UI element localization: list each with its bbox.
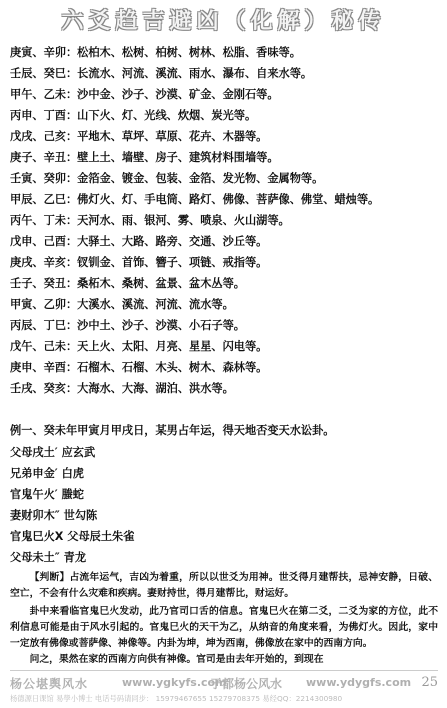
nayin-line: 庚申、辛酉：石榴木、石榴、木头、树木、森林等。 xyxy=(10,361,268,374)
gua-line: 兄弟申金′ 白虎 xyxy=(10,467,84,480)
gua-line: 官鬼午火′ 螣蛇 xyxy=(10,488,84,501)
nayin-line: 壬辰、癸巳：长流水、河流、溪流、雨水、瀑布、自来水等。 xyxy=(10,67,313,80)
nayin-line: 戊戌、己亥：平地木、草坪、草原、花卉、木器等。 xyxy=(10,130,268,143)
nayin-line: 丙申、丁酉：山下火、灯、光线、炊烟、炭光等。 xyxy=(10,109,257,122)
page-number: 25 xyxy=(421,675,438,690)
nayin-line: 庚寅、辛卯：松柏木、松树、柏树、树林、松脂、香味等。 xyxy=(10,46,301,59)
nayin-line: 戊午、己未：天上火、太阳、月亮、星星、闪电等。 xyxy=(10,340,268,353)
nayin-line: 甲午、乙未：沙中金、沙子、沙漠、矿金、金刚石等。 xyxy=(10,88,279,101)
nayin-line: 甲寅、乙卯：大溪水、溪流、河流、流水等。 xyxy=(10,298,234,311)
example-intro: 例一、癸未年甲寅月甲戌日，某男占年运，得天地否变天水讼卦。 xyxy=(10,424,335,437)
footer-website-link-2[interactable]: www.ydygfs.com xyxy=(306,676,412,689)
gua-line: 父母戌土′ 应玄武 xyxy=(10,446,96,459)
nayin-line: 壬子、癸丑：桑柘木、桑树、盆景、盆木丛等。 xyxy=(10,277,245,290)
footer-website-link[interactable]: www.ygkyfs.com xyxy=(122,676,227,689)
page-footer xyxy=(10,670,438,693)
nayin-line: 甲辰、乙巳：佛灯火、灯、手电筒、路灯、佛像、菩萨像、佛堂、蜡烛等。 xyxy=(10,193,380,206)
footer-brand: 杨公堪舆风水 xyxy=(10,677,89,691)
nayin-line: 壬寅、癸卯：金箔金、镀金、包装、金箔、发光物、金属物等。 xyxy=(10,172,324,185)
gua-line: 妻财卯木″ 世勾陈 xyxy=(10,509,98,522)
contact-line: 杨德源日课馆 易學小博士 电话号码请同步： 15979467655 15279708375 易经QQ：2214300980 xyxy=(10,694,343,703)
nayin-line: 庚戌、辛亥：钗钏金、首饰、簪子、项链、戒指等。 xyxy=(10,256,268,269)
nayin-line: 丙辰、丁巳：沙中土、沙子、沙漠、小石子等。 xyxy=(10,319,245,332)
nayin-line: 戊申、己酉：大驿土、大路、路旁、交通、沙丘等。 xyxy=(10,235,268,248)
gua-line: 父母未土″ 青龙 xyxy=(10,551,87,564)
page-title: 六爻趋吉避凶（化解）秘传 xyxy=(61,8,386,34)
judgement-paragraph: 【判断】占流年运气，吉凶为着重，所以以世爻为用神。世爻得月建帮扶，忌神安静，日破、空亡，不会有什么灾难和疾病。妻财持世，得月建帮比，财运好。 xyxy=(10,572,438,599)
analysis-paragraph: 卦中来看临官鬼巳火发动，此乃官司口舌的信息。官鬼巳火在第二爻，二爻为家的方位，此不利信息可能是由于风水引起的。官鬼巳火的天干为乙，从纳音的角度来看，为佛灯火。因此，家中一定放有佛像或菩萨像、神像等。内卦为坤，坤为西南，佛像放在家中的西南方向。 xyxy=(10,606,438,649)
gua-line: 官鬼巳火X 父母辰土朱雀 xyxy=(10,530,135,543)
nayin-line: 丙午、丁未：天河水、雨、银河、雾、喷泉、火山湖等。 xyxy=(10,214,290,227)
footer-brand-2: 于都杨公风水 xyxy=(210,677,283,691)
nayin-line: 庚子、辛丑：壁上土、墙壁、房子、建筑材料围墙等。 xyxy=(10,151,279,164)
followup-paragraph: 问之，果然在家的西南方向供有神像。官司是由去年开始的，到现在 xyxy=(29,654,324,665)
nayin-line: 壬戌、癸亥：大海水、大海、湖泊、洪水等。 xyxy=(10,382,234,395)
